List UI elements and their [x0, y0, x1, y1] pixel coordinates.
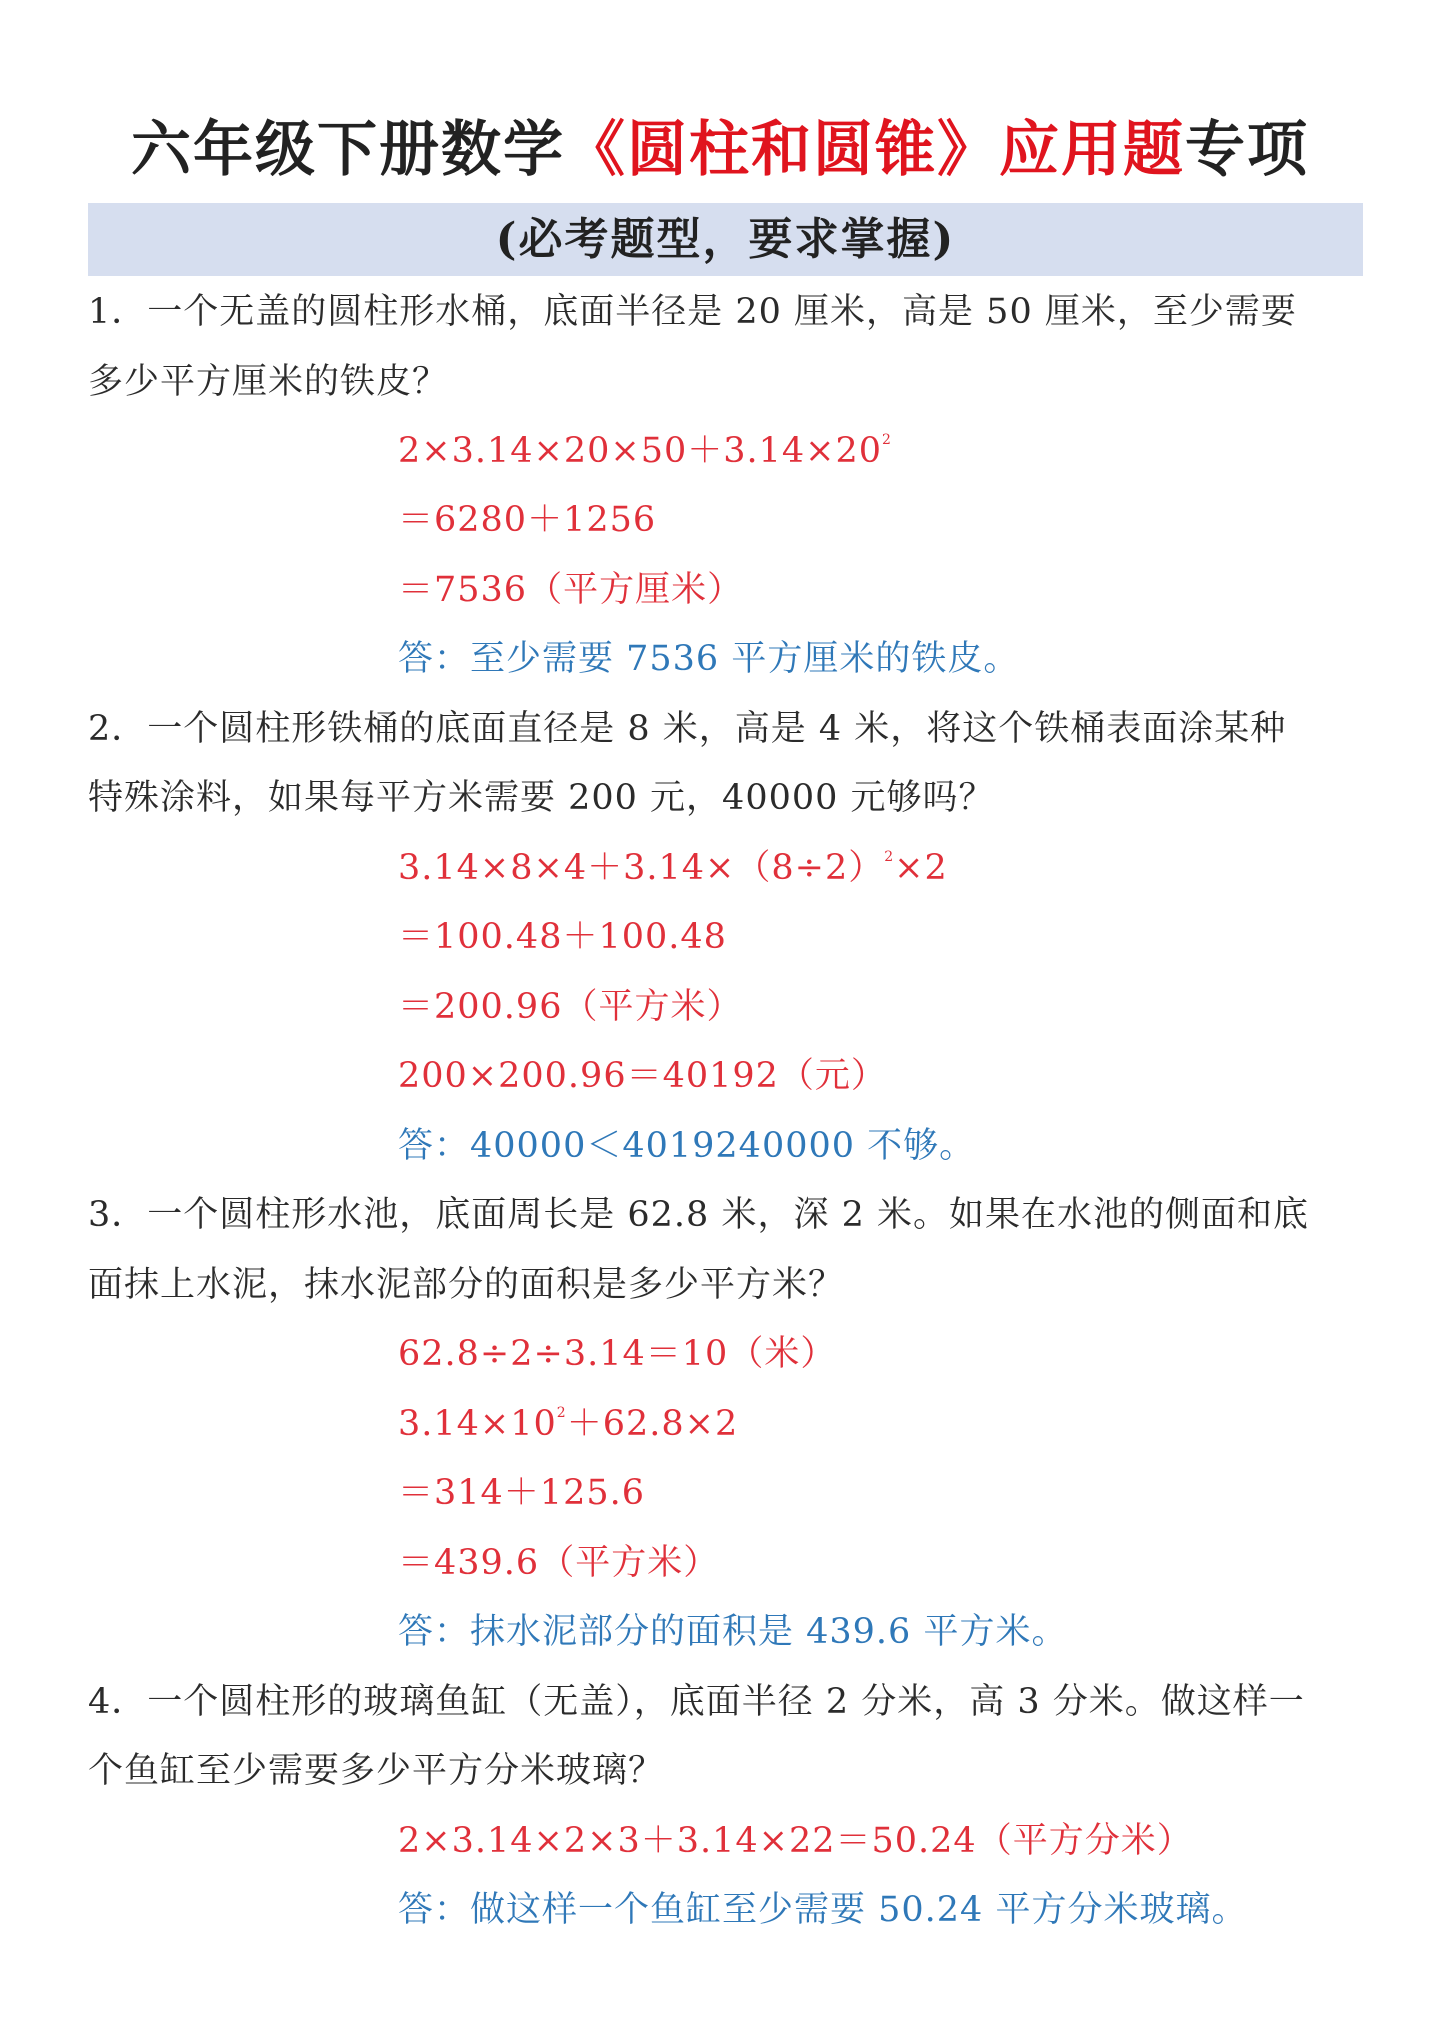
problem-4-answer: 答：做这样一个鱼缸至少需要 50.24 平方分米玻璃。	[398, 1890, 1248, 1930]
page-title	[0, 110, 1440, 190]
problem-1-answer: 答：至少需要 7536 平方厘米的铁皮。	[398, 639, 1020, 679]
problem-2-step-2: ＝100.48＋100.48	[398, 917, 727, 957]
problem-1-question-line-2: 多少平方厘米的铁皮？	[88, 362, 449, 402]
exponent: 2	[882, 432, 892, 448]
exponent: 2	[556, 1405, 567, 1421]
title-suffix: 专项	[1185, 115, 1309, 185]
title-grade: 六年级下册数学	[131, 115, 565, 185]
step-text: 2×3.14×20×50＋3.14×20	[398, 431, 883, 471]
problem-2-answer: 答：40000＜4019240000 不够。	[398, 1126, 976, 1166]
problem-1-step-2: ＝6280＋1256	[398, 500, 657, 540]
problem-3-question-line-1: 3．一个圆柱形水池，底面周长是 62.8 米，深 2 米。如果在水池的侧面和底	[88, 1195, 1309, 1235]
step-text-after: ＋62.8×2	[566, 1404, 739, 1444]
problem-2-step-3: ＝200.96（平方米）	[398, 987, 743, 1027]
problem-1-step-3: ＝7536（平方厘米）	[398, 570, 744, 610]
problem-4-step-1: 2×3.14×2×3＋3.14×22＝50.24（平方分米）	[398, 1821, 1193, 1861]
problem-4-question-line-2: 个鱼缸至少需要多少平方分米玻璃？	[88, 1751, 665, 1791]
problem-2-step-1	[398, 845, 948, 891]
problem-3-step-2	[398, 1401, 738, 1447]
problem-4-question-line-1: 4．一个圆柱形的玻璃鱼缸（无盖），底面半径 2 分米，高 3 分米。做这样一	[88, 1682, 1305, 1722]
problem-2-step-4: 200×200.96＝40192（元）	[398, 1056, 887, 1096]
problem-2-question-line-1: 2．一个圆柱形铁桶的底面直径是 8 米，高是 4 米，将这个铁桶表面涂某种	[88, 709, 1287, 749]
problem-2-question-line-2: 特殊涂料，如果每平方米需要 200 元，40000 元够吗？	[88, 778, 995, 818]
problem-3-step-3: ＝314＋125.6	[398, 1473, 646, 1513]
problem-1-step-1	[398, 428, 892, 474]
title-topic: 《圆柱和圆锥》应用题	[565, 115, 1185, 185]
problem-1-question-line-1: 1．一个无盖的圆柱形水桶，底面半径是 20 厘米，高是 50 厘米，至少需要	[88, 292, 1297, 332]
step-text-after: ×2	[894, 848, 948, 888]
problem-3-step-1: 62.8÷2÷3.14＝10（米）	[398, 1334, 837, 1374]
problem-3-answer: 答：抹水泥部分的面积是 439.6 平方米。	[398, 1612, 1068, 1652]
subtitle-banner: (必考题型，要求掌握)	[88, 203, 1363, 276]
problem-3-question-line-2: 面抹上水泥，抹水泥部分的面积是多少平方米？	[88, 1265, 845, 1305]
problem-3-step-4: ＝439.6（平方米）	[398, 1543, 720, 1583]
step-text: 3.14×8×4＋3.14×（8÷2）	[398, 848, 885, 888]
exponent: 2	[884, 849, 895, 865]
step-text: 3.14×10	[398, 1404, 557, 1444]
